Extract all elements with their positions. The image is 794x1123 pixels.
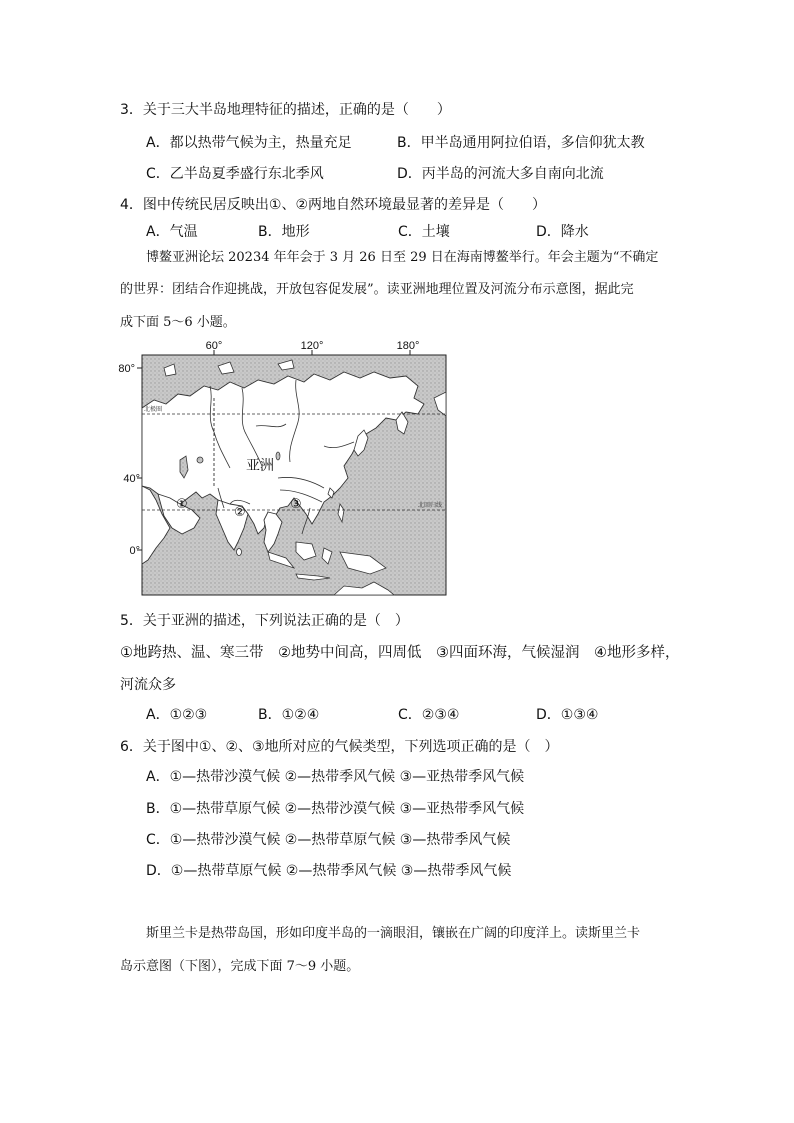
q4-option-d: D．降水	[536, 224, 589, 240]
marker-1: ①	[176, 497, 188, 512]
q5-option-d: D．①③④	[536, 707, 599, 723]
arctic-circle-label: 北极圈	[144, 407, 163, 413]
q3-option-a: A．都以热带气候为主，热量充足	[146, 135, 352, 151]
q4-option-b: B．地形	[258, 224, 310, 240]
lon-label-120: 120°	[300, 340, 324, 352]
q6-option-a: A．①—热带沙漠气候 ②—热带季风气候 ③—亚热带季风气候	[146, 769, 525, 785]
marker-3: ③	[290, 497, 302, 512]
intro2-line2: 岛示意图（下图），完成下面 7～9 小题。	[120, 959, 360, 974]
q5-option-a: A．①②③	[146, 707, 208, 723]
lon-label-60: 60°	[205, 340, 223, 352]
tropic-cancer-label: 北回归线	[418, 503, 443, 509]
marker-2: ②	[234, 505, 246, 520]
q4-option-c: C．土壤	[398, 224, 450, 240]
q5-stem: 5．关于亚洲的描述，下列说法正确的是（ ）	[120, 613, 409, 629]
asia-map	[118, 338, 450, 600]
lat-label-40: 40°	[123, 473, 140, 485]
q3-option-b: B．甲半岛通用阿拉伯语，多信仰犹太教	[397, 135, 645, 151]
intro1-line1: 博鳌亚洲论坛 20234 年年会于 3 月 26 日至 29 日在海南博鳌举行。年会主题为“不确定	[146, 250, 659, 265]
q5-option-c: C．②③④	[398, 707, 460, 723]
q6-stem: 6．关于图中①、②、③地所对应的气候类型，下列选项正确的是（ ）	[120, 739, 559, 755]
q6-option-b: B．①—热带草原气候 ②—热带沙漠气候 ③—亚热带季风气候	[146, 801, 525, 817]
q6-option-d: D．①—热带草原气候 ②—热带季风气候 ③—热带季风气候	[146, 863, 512, 879]
intro1-line2: 的世界：团结合作迎挑战，开放包容促发展”。读亚洲地理位置及河流分布示意图，据此完	[120, 282, 634, 297]
lon-label-180: 180°	[396, 340, 420, 352]
q6-option-c: C．①—热带沙漠气候 ②—热带草原气候 ③—热带季风气候	[146, 832, 511, 848]
lat-label-0: 0°	[129, 545, 140, 557]
q3-option-d: D．丙半岛的河流大多自南向北流	[397, 166, 604, 182]
lat-label-80: 80°	[118, 363, 135, 375]
intro2-line1: 斯里兰卡是热带岛国，形如印度半岛的一滴眼泪，镶嵌在广阔的印度洋上。读斯里兰卡	[146, 926, 641, 941]
intro1-line3: 成下面 5～6 小题。	[120, 315, 236, 330]
q4-stem: 4．图中传统民居反映出①、②两地自然环境最显著的差异是（ ）	[120, 197, 547, 213]
q4-option-a: A．气温	[146, 224, 198, 240]
continent-label: 亚洲	[246, 458, 274, 474]
q5-option-b: B．①②④	[258, 707, 320, 723]
q3-option-c: C．乙半岛夏季盛行东北季风	[146, 166, 324, 182]
q3-stem: 3．关于三大半岛地理特征的描述，正确的是（ ）	[120, 102, 451, 118]
q5-items-line2: 河流众多	[120, 677, 176, 693]
q5-items-line1: ①地跨热、温、寒三带 ②地势中间高，四周低 ③四面环海，气候湿润 ④地形多样，	[120, 645, 680, 661]
